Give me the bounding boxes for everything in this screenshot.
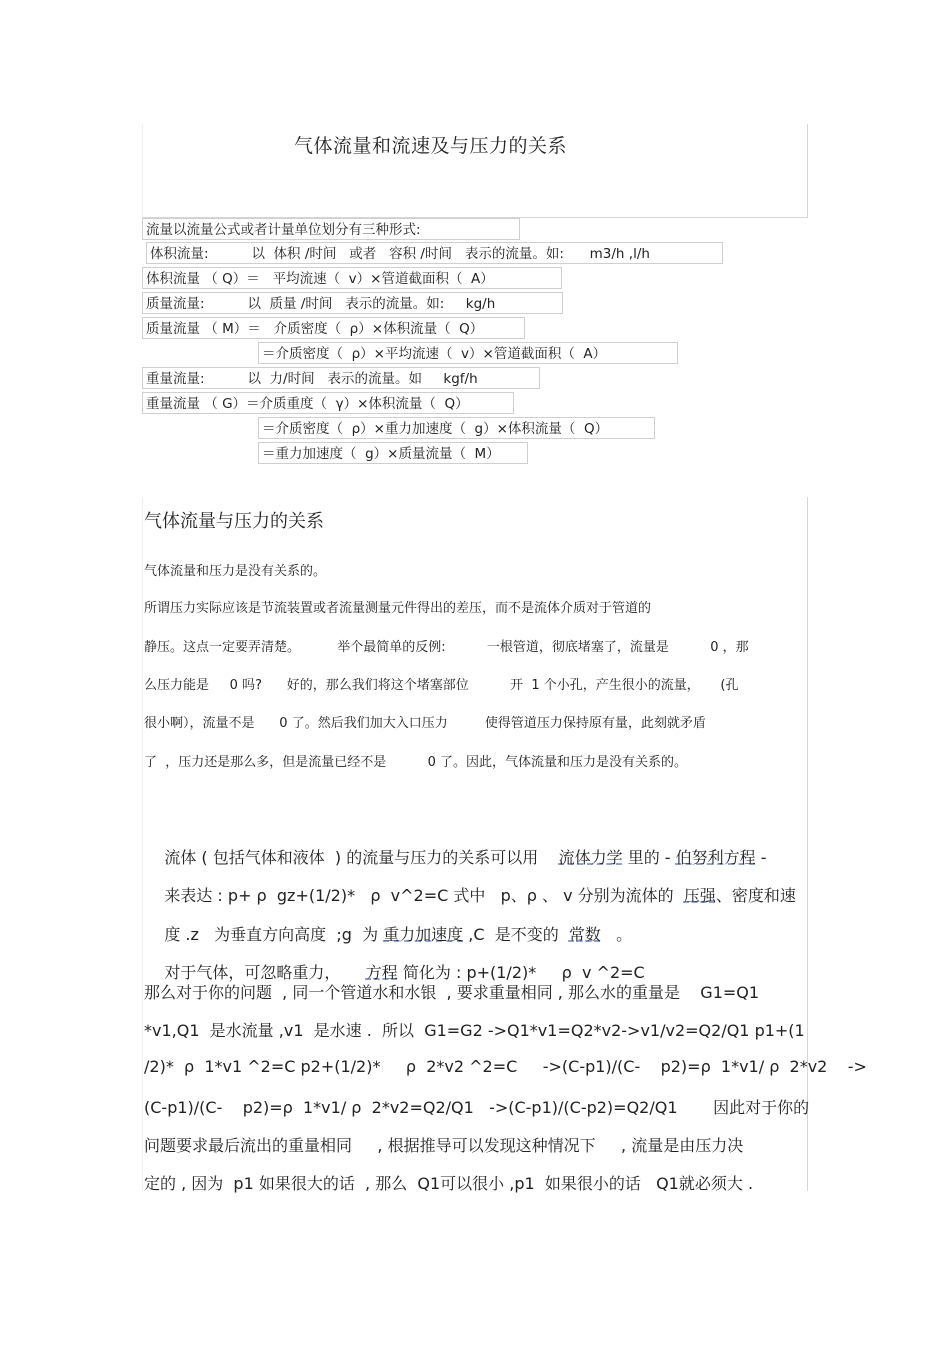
text-segment: - [755,848,767,867]
page-title: 气体流量和流速及与压力的关系 [294,135,568,157]
link-equation[interactable]: 方程 [365,963,398,982]
text-segment: 简化为 : p+(1/2)* ρ v ^2=C [397,963,645,982]
link-pressure[interactable]: 压强 [683,886,716,905]
paragraph-line: 那么对于你的问题 , 同一个管道水和水银 , 要求重量相同 , 那么水的重量是 G1=Q1 [144,983,760,1002]
section-heading: 气体流量与压力的关系 [144,511,324,532]
link-bernoulli-equation[interactable]: 伯努利方程 [675,848,756,867]
table-row: 体积流量: 以 体积 /时间 或者 容积 /时间 表示的流量。如: m3/h ,l/h [146,242,723,264]
text-segment: 对于气体，可忽略重力， [164,963,366,982]
table-row: 质量流量 （ M）＝ 介质密度（ ρ）×体积流量（ Q） [142,317,525,339]
table-row: ＝介质密度（ ρ）×平均流速（ v）×管道截面积（ A） [258,342,678,364]
paragraph-line: (C-p1)/(C- p2)=ρ 1*v1/ ρ 2*v2=Q2/Q1 ->(C-p1)/(C-p2)=Q2/Q1 因此对于你的 [144,1098,810,1117]
link-gravity-acceleration[interactable]: 重力加速度 [383,925,464,944]
text-segment: 来表达 : p+ ρ gz+(1/2)* ρ v^2=C 式中 p、ρ 、 v 分别为流体的 [164,886,684,905]
link-constant[interactable]: 常数 [568,925,601,944]
paragraph-line: 静压。这点一定要弄清楚。 举个最简单的反例: 一根管道，彻底堵塞了，流量是 0 ，那 [144,640,749,655]
table-row: 质量流量: 以 质量 /时间 表示的流量。如: kg/h [142,292,563,314]
table-row: 流量以流量公式或者计量单位划分有三种形式: [142,218,520,240]
table-row: ＝重力加速度（ g）×质量流量（ M） [258,442,528,464]
text-segment: 里的 - [622,848,676,867]
paragraph-line: 所谓压力实际应该是节流装置或者流量测量元件得出的差压，而不是流体介质对于管道的 [144,601,652,616]
text-segment: 流体 ( 包括气体和液体 ) 的流量与压力的关系可以用 [164,848,559,867]
paragraph-line: 了 ，压力还是那么多，但是流量已经不是 0 了。因此，气体流量和压力是没有关系的。 [144,755,687,770]
table-row: 体积流量 （ Q）＝ 平均流速（ v）×管道截面积（ A） [142,267,562,289]
paragraph-line: 很小啊），流量不是 0 了。然后我们加大入口压力 使得管道压力保持原有量，此刻就矛盾 [144,716,706,731]
text-segment: 。 [600,925,633,944]
table-row: 重量流量 （ G）＝介质重度（ γ）×体积流量（ Q） [142,392,514,414]
table-row: 重量流量: 以 力/时间 表示的流量。如 kgf/h [142,367,540,389]
text-segment: ,C 是不变的 [463,925,569,944]
paragraph-line: 么压力能是 0 吗? 好的，那么我们将这个堵塞部位 开 1 个小孔，产生很小的流量， (孔 [144,678,739,693]
paragraph-line: /2)* ρ 1*v1 ^2=C p2+(1/2)* ρ 2*v2 ^2=C ->(C-p1)/(C- p2)=ρ 1*v1/ ρ 2*v2 -> [144,1057,867,1076]
link-fluid-mechanics[interactable]: 流体力学 [558,848,623,867]
paragraph-line: 气体流量和压力是没有关系的。 [144,564,327,579]
paragraph-line: 定的 , 因为 p1 如果很大的话 , 那么 Q1可以很小 ,p1 如果很小的话 Q1就必须大 . [144,1174,754,1193]
paragraph-line: *v1,Q1 是水流量 ,v1 是水速 . 所以 G1=G2 ->Q1*v1=Q2*v2->v1/v2=Q2/Q1 p1+(1 [144,1021,805,1040]
paragraph-line: 问题要求最后流出的重量相同 , 根据推导可以发现这种情况下 , 流量是由压力决 [144,1136,744,1155]
text-segment: 、密度和速 [715,886,796,905]
table-row: ＝介质密度（ ρ）×重力加速度（ g）×体积流量（ Q） [258,417,655,439]
text-segment: 度 .z 为垂直方向高度 ;g 为 [164,925,384,944]
